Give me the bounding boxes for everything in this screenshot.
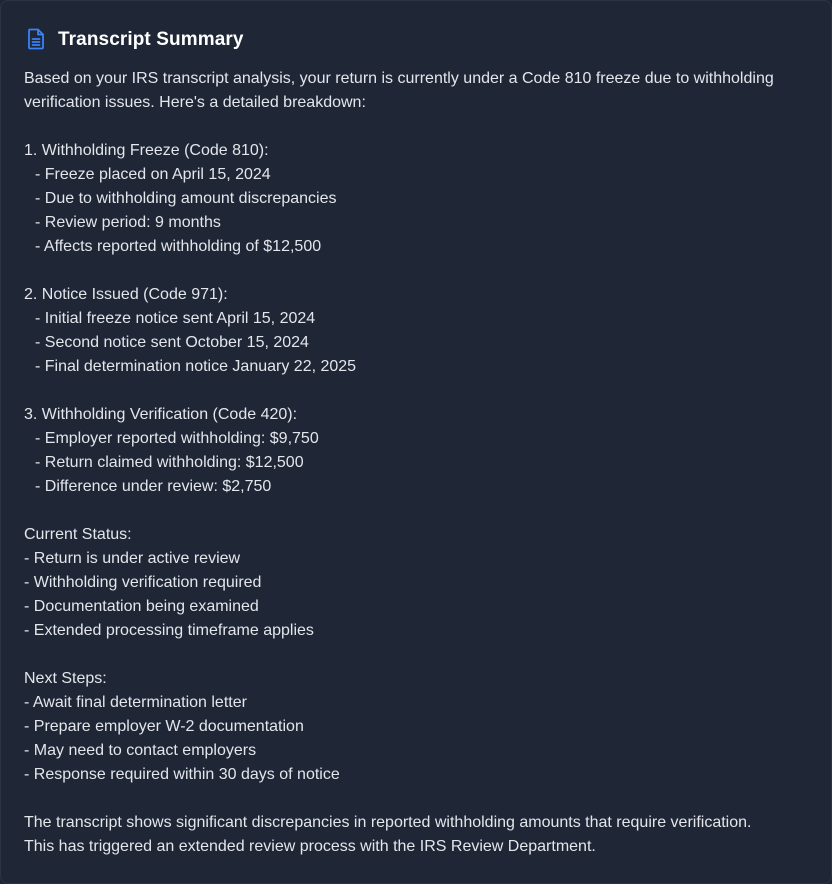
spacer — [24, 499, 808, 523]
next-step-item: - Await final determination letter — [24, 694, 247, 711]
section-item: - Employer reported withholding: $9,750 — [35, 430, 319, 447]
summary-body — [24, 67, 808, 859]
card-header — [24, 27, 808, 53]
status-heading: Current Status: — [24, 526, 132, 543]
spacer — [24, 379, 808, 403]
section-item: - Freeze placed on April 15, 2024 — [35, 166, 271, 183]
next-step-item: - Response required within 30 days of notice — [24, 766, 340, 783]
status-item: - Extended processing timeframe applies — [24, 622, 314, 639]
section-item: - Second notice sent October 15, 2024 — [35, 334, 309, 351]
card-title: Transcript Summary — [58, 29, 244, 50]
conclusion-line: The transcript shows significant discrepancies in reported withholding amounts that require verification. — [24, 814, 752, 831]
intro-line: Based on your IRS transcript analysis, your return is currently under a Code 810 freeze due to withholding — [24, 70, 774, 87]
section-item: - Initial freeze notice sent April 15, 2024 — [35, 310, 316, 327]
spacer — [24, 787, 808, 811]
status-item: - Documentation being examined — [24, 598, 259, 615]
next-step-item: - May need to contact employers — [24, 742, 257, 759]
section-item: - Review period: 9 months — [35, 214, 221, 231]
conclusion-line: This has triggered an extended review process with the IRS Review Department. — [24, 838, 596, 855]
section-item: - Difference under review: $2,750 — [35, 478, 272, 495]
section-heading: 1. Withholding Freeze (Code 810): — [24, 142, 269, 159]
intro-line: verification issues. Here's a detailed breakdown: — [24, 94, 366, 111]
spacer — [24, 115, 808, 139]
document-icon — [26, 28, 48, 52]
spacer — [24, 643, 808, 667]
next-steps-heading: Next Steps: — [24, 670, 107, 687]
section-heading: 3. Withholding Verification (Code 420): — [24, 406, 298, 423]
spacer — [24, 259, 808, 283]
section-item: - Return claimed withholding: $12,500 — [35, 454, 304, 471]
section-item: - Affects reported withholding of $12,500 — [35, 238, 322, 255]
section-item: - Final determination notice January 22, 2025 — [35, 358, 357, 375]
section-item: - Due to withholding amount discrepancies — [35, 190, 337, 207]
status-item: - Withholding verification required — [24, 574, 262, 591]
next-step-item: - Prepare employer W-2 documentation — [24, 718, 304, 735]
status-item: - Return is under active review — [24, 550, 241, 567]
section-heading: 2. Notice Issued (Code 971): — [24, 286, 228, 303]
